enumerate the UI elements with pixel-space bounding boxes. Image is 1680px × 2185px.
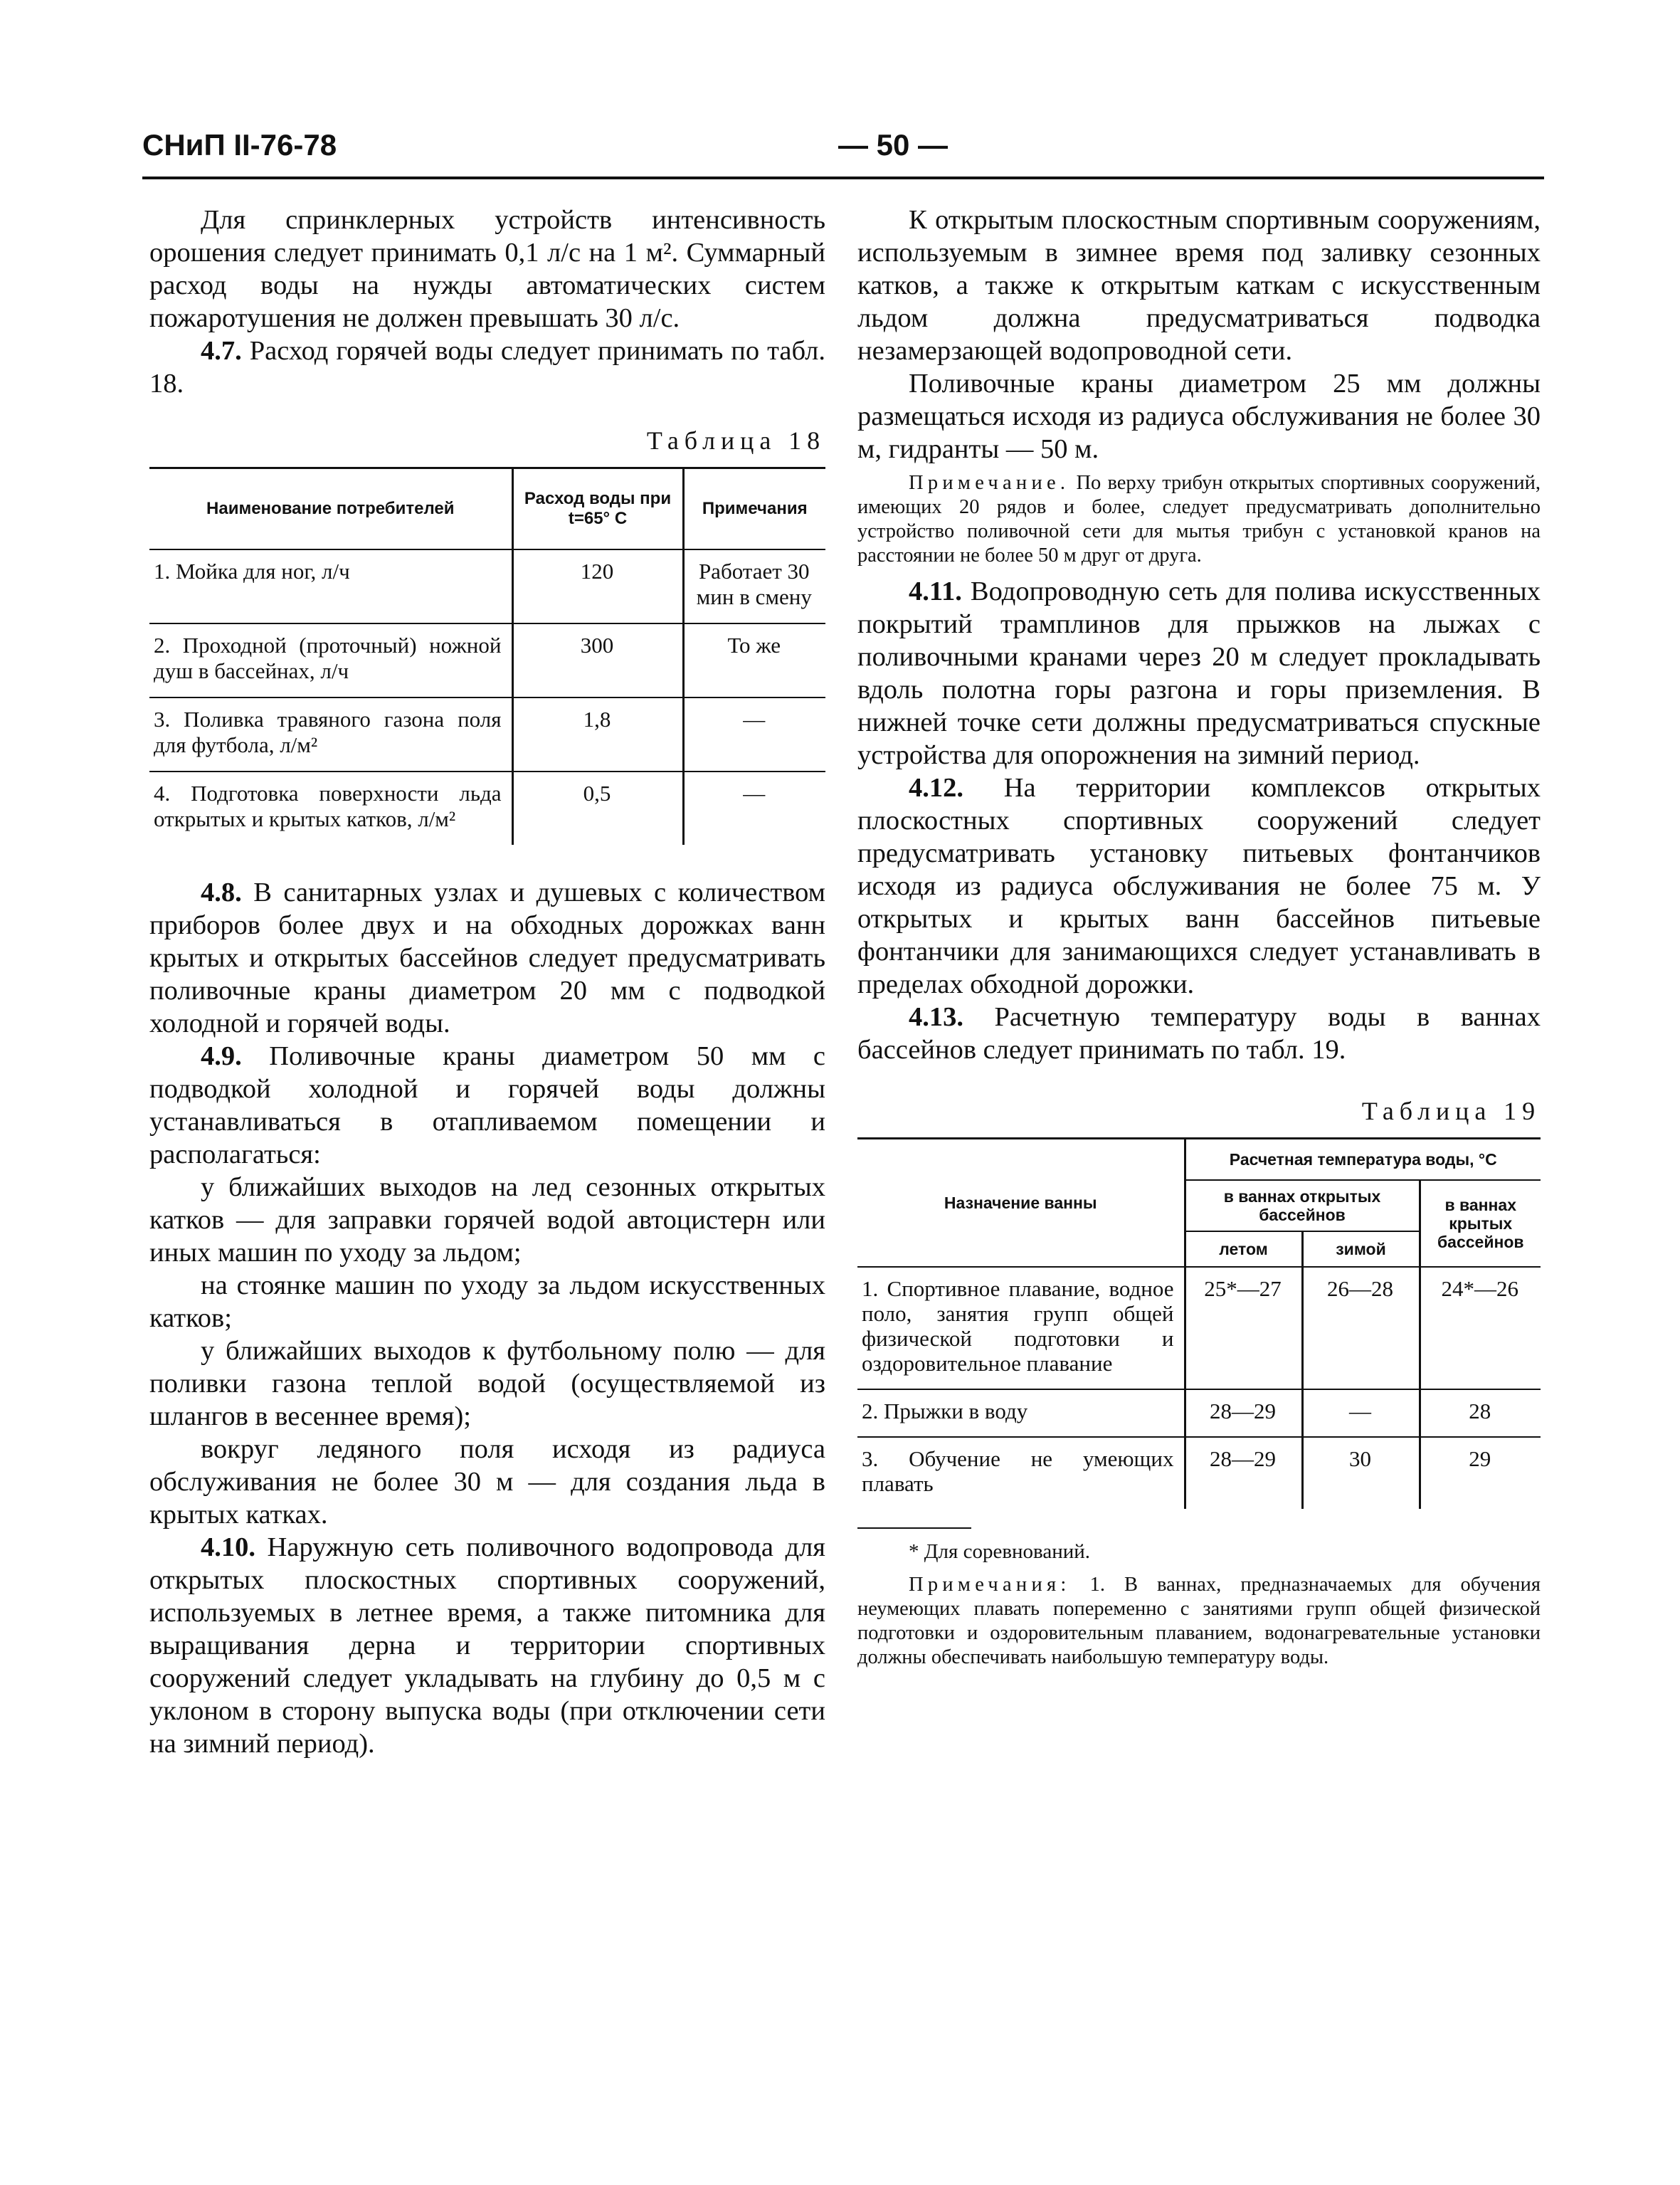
flow-value: 120 [512,549,683,623]
temp-summer: 28—29 [1185,1389,1302,1437]
pool-purpose: 2. Прыжки в воду [857,1389,1185,1437]
paragraph-4-13 [857,1001,1541,1066]
table-row [857,1389,1541,1437]
table-header: летом [1185,1231,1302,1267]
paragraph-4-12 [857,772,1541,1001]
list-item: на стоянке машин по уходу за льдом искусственных катков; [149,1270,825,1333]
temp-winter: 26—28 [1302,1267,1420,1389]
table-row [149,549,825,623]
note-label: Примечание. [909,472,1070,494]
paragraph-sprinkler: Для спринклерных устройств интенсивность орошения следует принимать 0,1 л/с на 1 м². Суммарный расход воды на нужды автоматических систем пожаротушения не должен превышать 30 л/с. [149,205,825,333]
note-cell: Работает 30 мин в смену [683,549,825,623]
left-column [149,204,825,1760]
flow-value: 1,8 [512,697,683,772]
flow-value: 300 [512,623,683,697]
list-item: у ближайших выходов к футбольному полю — для поливки газона теплой водой (осуществляемой из шлангов в весеннее время); [149,1336,825,1431]
pool-purpose: 1. Спортивное плавание, водное поло, занятия групп общей физической подготовки и оздоровительное плавание [857,1267,1185,1389]
temp-summer: 28—29 [1185,1437,1302,1509]
paragraph-4-8 [149,876,825,1040]
clause-text: Расчетную температуру воды в ваннах бассейнов следует принимать по табл. 19. [857,1002,1541,1065]
table-header: Назначение ванны [857,1139,1185,1268]
table-header: Расход воды при t=65° C [512,468,683,550]
flow-value: 0,5 [512,772,683,845]
clause-text: На территории комплексов открытых плоскостных спортивных сооружений следует предусматривать установку питьевых фонтанчиков исходя из радиуса обслуживания не более 75 м. У открытых и крытых ванн бассейнов питьевые фонтанчики для занимающихся следует устанавливать в пределах обходной дорожки. [857,773,1541,999]
list-item: у ближайших выходов на лед сезонных открытых катков — для заправки горячей водой автоцистерн или иных машин по уходу за льдом; [149,1172,825,1268]
notes-text: 1. В ваннах, предназначаемых для обучения неумеющих плавать попеременно с занятиями групп общей физической подготовки и оздоровительным плаванием, водонагревательные установки должны обеспечивать наибольшую температуру воды. [857,1574,1541,1668]
document-code: СНиП II-76-78 [142,128,337,162]
temp-winter: 30 [1302,1437,1420,1509]
pool-purpose: 3. Обучение не умеющих плавать [862,1446,1174,1496]
clause-text: В санитарных узлах и душевых с количеством приборов более двух и на обходных дорожках ванн крытых и открытых бассейнов следует предусматривать поливочные краны диаметром 20 мм с подводкой холодной и горячей воды. [149,878,825,1038]
temp-covered: 29 [1420,1437,1541,1509]
list-item: вокруг ледяного поля исходя из радиуса обслуживания не более 30 м — для создания льда в крытых катках. [149,1434,825,1530]
clause-text: Поливочные краны диаметром 50 мм с подводкой холодной и горячей воды должны устанавливаться в отапливаемом помещении и располагаться: [149,1041,825,1169]
table-row [857,1267,1541,1389]
footnote-rule [857,1527,971,1529]
table-19 [857,1137,1541,1509]
consumer-name: 2. Проходной (проточный) ножной душ в бассейнах, л/ч [149,623,512,697]
table-row [149,772,825,845]
table-header: Наименование потребителей [149,468,512,550]
table-header: Расчетная температура воды, °С [1185,1139,1541,1181]
clause-text: Водопроводную сеть для полива искусственных покрытий трамплинов для прыжков на лыжах с поливочными кранами через 20 м следует прокладывать вдоль полотна горы разгона и горы приземления. В нижней точке сети должны предусматриваться спускные устройства для опорожнения на зимний период. [857,576,1541,770]
table-header: зимой [1302,1231,1420,1267]
paragraph-hydrants: Поливочные краны диаметром 25 мм должны размещаться исходя из радиуса обслуживания не более 30 м, гидранты — 50 м. [857,369,1541,464]
table-row [149,623,825,697]
table-row [149,697,825,772]
table-18 [149,467,825,845]
table-header: Примечания [683,468,825,550]
table-19-caption: Таблица 19 [1361,1097,1541,1125]
table-header: в ваннах открытых бассейнов [1185,1180,1420,1231]
right-column [857,204,1541,1670]
table-header: в ваннах крытых бассейнов [1420,1180,1541,1267]
consumer-name: 1. Мойка для ног, л/ч [149,549,512,623]
temp-winter: — [1302,1389,1420,1437]
temp-covered: 28 [1420,1389,1541,1437]
paragraph-4-9 [149,1040,825,1171]
consumer-name: 3. Поливка травяного газона поля для футбола, л/м² [149,697,512,772]
clause-number: 4.11. [909,576,962,606]
note-paragraph [857,471,1541,568]
paragraph-open-rinks: К открытым плоскостным спортивным сооружениям, используемым в зимнее время под заливку сезонных катков, а также к открытым каткам с искусственным льдом должна предусматриваться подводка незамерзающей водопроводной сети. [857,205,1541,366]
clause-number: 4.7. [201,336,242,366]
paragraph-4-11 [857,575,1541,772]
notes-paragraph [857,1573,1541,1670]
consumer-name: 4. Подготовка поверхности льда открытых и крытых катков, л/м² [154,781,502,831]
temp-covered: 24*—26 [1420,1267,1541,1389]
page-header [142,128,1544,171]
note-cell: То же [683,623,825,697]
clause-number: 4.8. [201,878,242,907]
header-rule [142,177,1544,179]
paragraph-4-7 [149,335,825,400]
table-row [857,1437,1541,1509]
note-cell: — [683,772,825,845]
paragraph-4-10 [149,1531,825,1760]
note-text: По верху трибун открытых спортивных сооружений, имеющих 20 рядов и более, следует предусматривать дополнительно устройство поливочной сети для мытья трибун с установкой кранов на расстоянии не более 50 м друг от друга. [857,472,1541,567]
temp-summer: 25*—27 [1185,1267,1302,1389]
note-cell: — [683,697,825,772]
clause-number: 4.9. [201,1041,242,1071]
clause-text: Наружную сеть поливочного водопровода для открытых плоскостных спортивных сооружений, используемых в летнее время, а также питомника для выращивания дерна и территории спортивных сооружений следует укладывать на глубину до 0,5 м с уклоном в сторону выпуска воды (при отключении сети на зимний период). [149,1532,825,1759]
clause-number: 4.10. [201,1532,255,1562]
notes-label: Примечания: [909,1574,1071,1596]
clause-number: 4.12. [909,773,963,803]
clause-number: 4.13. [909,1002,963,1032]
clause-text: Расход горячей воды следует принимать по табл. 18. [149,336,825,399]
table-18-caption: Таблица 18 [646,426,825,455]
page-number: — 50 — [838,128,949,162]
footnote: * Для соревнований. [909,1540,1091,1563]
